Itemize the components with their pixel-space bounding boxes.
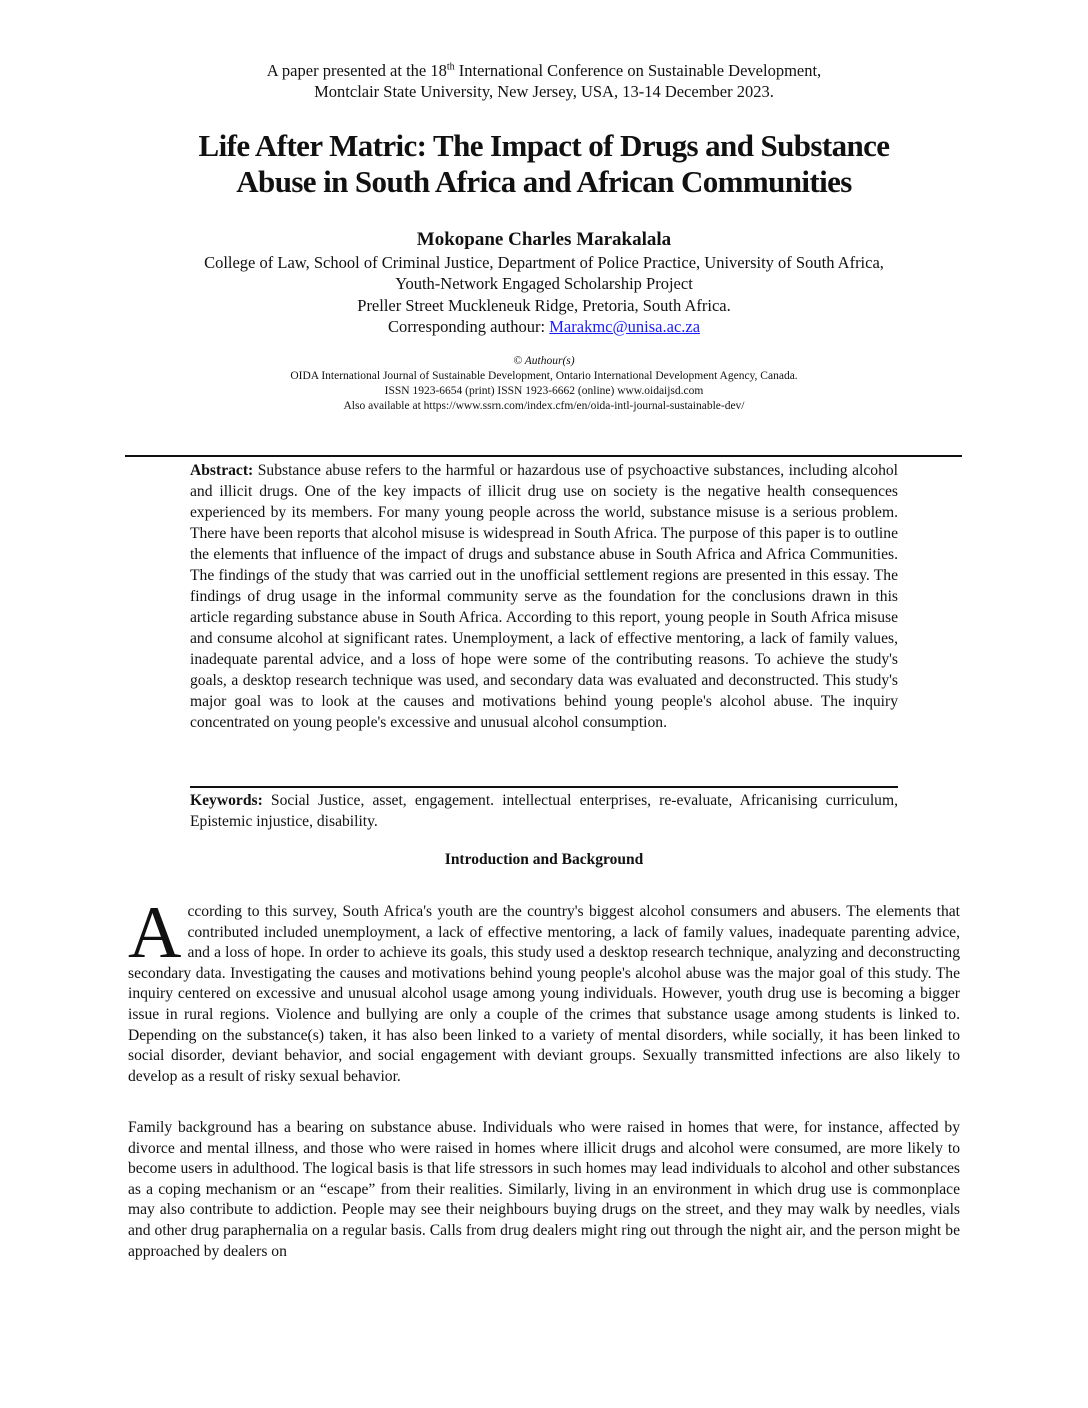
keywords-top-rule: [190, 786, 898, 788]
keywords-text: Social Justice, asset, engagement. intellectual enterprises, re-evaluate, Africanising curriculum, Epistemic injustice, disability.: [190, 792, 898, 830]
affiliation-line-2: Youth-Network Engaged Scholarship Project: [395, 274, 693, 294]
corresponding-author: Corresponding authour: Marakmc@unisa.ac.za: [387, 316, 701, 336]
abstract-text: Substance abuse refers to the harmful or hazardous use of psychoactive substances, including alcohol and illicit drugs. One of the key impacts of illicit drug use on society is the negative health consequences experienced by its members. For many young people across the world, substance misuse is a serious problem. There have been reports that alcohol misuse is widespread in South Africa. The purpose of this paper is to outline the elements that influence of the impact of drugs and substance abuse in South Africa and Africa Communities. The findings of the study that was carried out in the unofficial settlement regions are presented in this essay. The findings of drug usage in the informal community serve as the foundation for the conclusions drawn in this article regarding substance abuse in South Africa. According to this report, young people in South Africa misuse and consume alcohol at significant rates. Unemployment, a lack of effective mentoring, a lack of family values, inadequate parental advice, and a loss of hope were some of the contributing reasons. To achieve the study's goals, a desktop research technique was used, and secondary data was evaluated and deconstructed. This study's major goal was to look at the causes and motivations behind young people's alcohol abuse. The inquiry concentrated on young people's excessive and unusual alcohol consumption.: [190, 462, 898, 731]
journal-line-2: ISSN 1923-6654 (print) ISSN 1923-6662 (online) www.oidaijsd.com: [384, 385, 704, 397]
keywords: [190, 790, 898, 832]
abstract-label: Abstract:: [190, 462, 254, 479]
conference-note: [0, 60, 1088, 102]
paragraph-1-text: ccording to this survey, South Africa's youth are the country's biggest alcohol consumers and abusers. The elements that contributed included unemployment, a lack of effective mentoring, a lack of family values, inadequate parenting advice, and a loss of hope. In order to achieve its goals, this study used a desktop research technique, analyzing and deconstructing secondary data. Investigating the causes and motivations behind young people's alcohol abuse was the major goal of this study. The inquiry centered on excessive and unusual alcohol usage among young individuals. However, youth drug use is becoming a bigger issue in rural regions. Violence and bullying are only a couple of the crimes that substance usage among students is linked to. Depending on the substance(s) taken, it has also been linked to a variety of mental disorders, while socially, it has been linked to social disorder, deviant behavior, and social engagement with deviant groups. Sexually transmitted infections are also likely to develop as a result of risky sexual behavior.: [128, 903, 960, 1085]
affiliation-line-1: College of Law, School of Criminal Justice, Department of Police Practice, University of South Africa,: [204, 253, 884, 272]
title-line-2: Abuse in South Africa and African Communities: [236, 164, 852, 199]
body-paragraph-2: [128, 1118, 960, 1262]
author-affiliation: [0, 252, 1088, 337]
paragraph-2-text: Family background has a bearing on substance abuse. Individuals who were raised in homes that were, for instance, affected by divorce and mental illness, and those who were raised in homes where illicit drugs and alcohol were consumed, are more likely to become users in adulthood. The logical basis is that life stressors in such homes may lead individuals to alcohol and other substances as a coping mechanism or an “escape” from their realities. Similarly, living in an environment in which drug use is commonplace may also contribute to addiction. People may see their neighbours buying drugs on the street, and they may walk by needles, vials and other drug paraphernalia on a regular basis. Calls from drug dealers might ring out through the night air, and the person might be approached by dealers on: [128, 1119, 960, 1260]
author-name: Mokopane Charles Marakalala: [416, 229, 672, 250]
conference-line-2: Montclair State University, New Jersey, USA, 13-14 December 2023.: [314, 82, 774, 101]
drop-cap: A: [128, 892, 182, 974]
conference-line-1: A paper presented at the 18th International Conference on Sustainable Development,: [266, 61, 822, 80]
paper-title: [0, 128, 1088, 200]
journal-info: [0, 354, 1088, 414]
author-address: Preller Street Muckleneuk Ridge, Pretoria, South Africa.: [357, 295, 731, 315]
journal-line-1: OIDA International Journal of Sustainable Development, Ontario International Development Agency, Canada.: [290, 370, 798, 382]
abstract: [190, 460, 898, 733]
title-line-1: Life After Matric: The Impact of Drugs and Substance: [198, 128, 890, 163]
body-paragraph-1: [128, 892, 960, 1087]
email-link[interactable]: Marakmc@unisa.ac.za: [549, 316, 701, 336]
journal-line-3: Also available at https://www.ssrn.com/index.cfm/en/oida-intl-journal-sustainable-dev/: [343, 400, 745, 412]
keywords-label: Keywords:: [190, 792, 263, 809]
section-heading: Introduction and Background: [444, 851, 644, 868]
abstract-top-rule: [125, 455, 962, 457]
copyright-notice: © Authour(s): [513, 355, 575, 367]
